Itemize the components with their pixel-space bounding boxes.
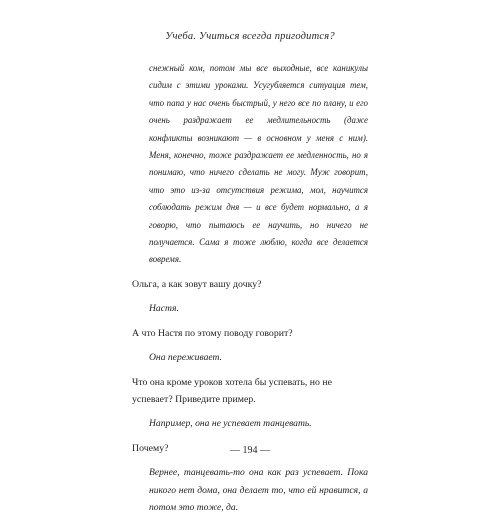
interviewer-question: Ольга, а как зовут вашу дочку? (132, 278, 262, 290)
respondent-answer: Например, она не успевает танцевать. (149, 418, 312, 430)
interviewer-question: Почему? (132, 442, 169, 454)
respondent-answer: Настя. (149, 303, 179, 315)
interviewer-question: А что Настя по этому поводу говорит? (132, 327, 293, 339)
quote-paragraph: снежный ком, потом мы все выходные, все каникулы сидим с этими уроками. Усугубляется ситуация тем, что папа у нас очень быстрый, у него все по плану, и его очень раздражает ее медлительность (даже конфликты возникают — в основном у меня с ним). Меня, конечно, тоже раздражает ее медленность, но я понимаю, что ничего сделать не могу. Муж говорит, что это из-за отсутствия режима, мол, научится соблюдать режим дня — и все будет нормально, а я говорю, что пытаюсь ее научить, но ничего не получается. Сама я тоже люблю, когда все делается вовремя. (149, 63, 368, 265)
page-number: — 194 — (230, 445, 270, 456)
running-header: Учеба. Учиться всегда пригодится? (165, 31, 335, 42)
respondent-answer: Вернее, танцевать-то она как раз успевает. Пока никого нет дома, она делает то, что ей нравится, а потом это тоже, да. (149, 467, 368, 513)
interviewer-question: Что она кроме уроков хотела бы успевать, но не успевает? Приведите пример. (132, 376, 332, 405)
respondent-answer: Она переживает. (149, 352, 222, 364)
